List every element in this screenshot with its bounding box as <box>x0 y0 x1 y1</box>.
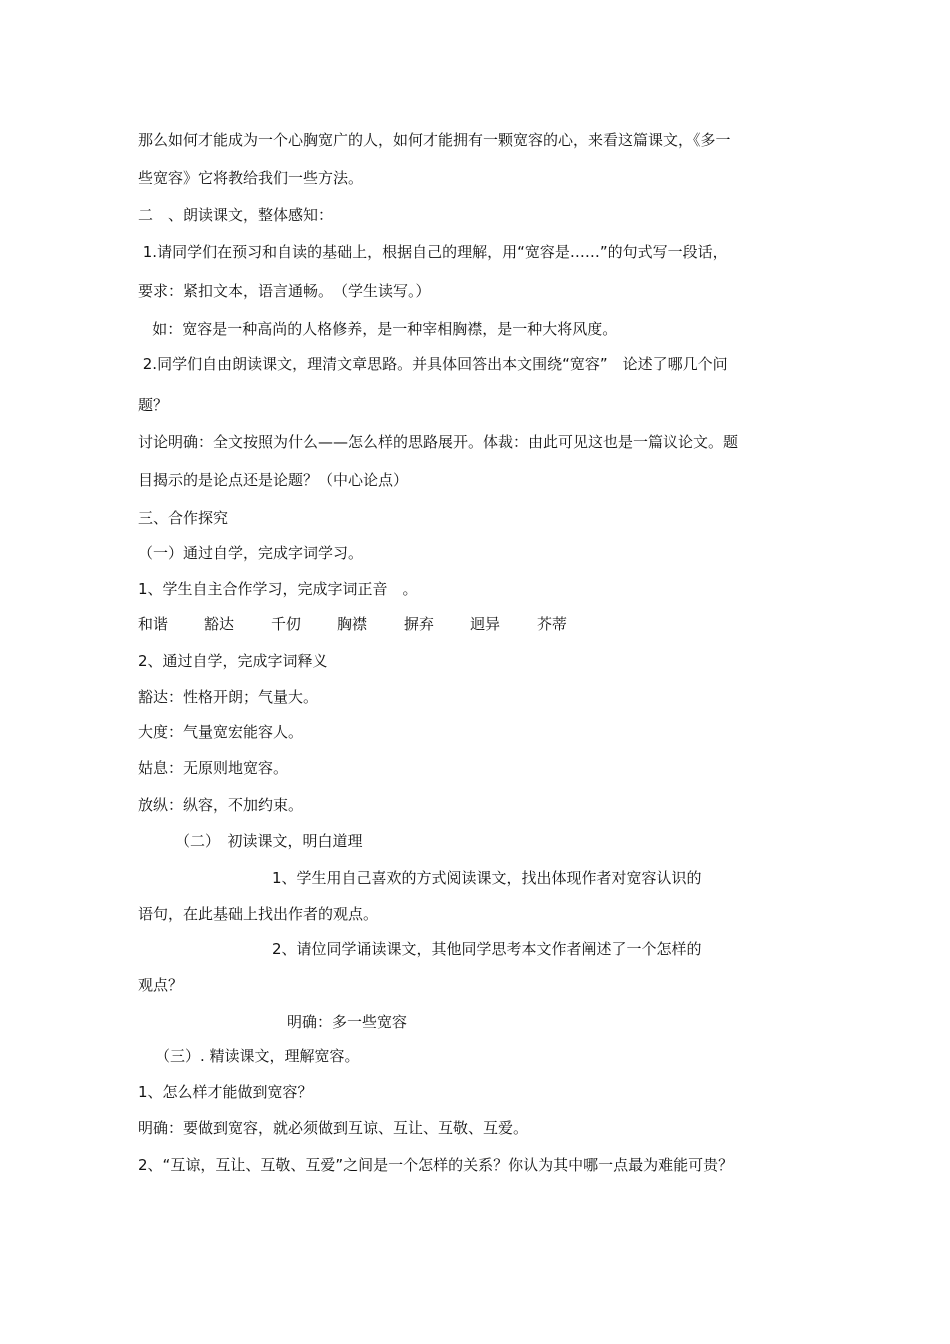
vocab-word: 摒弃 <box>404 615 435 633</box>
text-line: 1、学生自主合作学习，完成字词正音 。 <box>138 580 418 598</box>
definition-line: 放纵：纵容，不加约束。 <box>138 796 304 814</box>
section-heading: 三、合作探究 <box>138 509 229 527</box>
definition-line: 姑息：无原则地宽容。 <box>138 759 289 777</box>
text-line: 2、请位同学诵读课文，其他同学思考本文作者阐述了一个怎样的 <box>272 940 702 958</box>
text-line: 目揭示的是论点还是论题？（中心论点） <box>138 471 409 489</box>
text-line: 题？ <box>138 396 169 414</box>
text-line: 2.同学们自由朗读课文，理清文章思路。并具体回答出本文围绕“宽容” 论述了哪几个问 <box>138 355 728 373</box>
text-line: 1、怎么样才能做到宽容？ <box>138 1083 313 1101</box>
text-line: 如：宽容是一种高尚的人格修养，是一种宰相胸襟，是一种大将风度。 <box>138 320 618 338</box>
text-line: 些宽容》它将教给我们一些方法。 <box>138 169 364 187</box>
text-line: 明确：多一些宽容 <box>287 1013 408 1031</box>
text-line: 1、学生用自己喜欢的方式阅读课文，找出体现作者对宽容认识的 <box>272 869 702 887</box>
text-line: 2、通过自学，完成字词释义 <box>138 652 328 670</box>
vocab-word: 和谐 <box>138 615 169 633</box>
text-line: 那么如何才能成为一个心胸宽广的人，如何才能拥有一颗宽容的心，来看这篇课文，《多一 <box>138 131 731 149</box>
vocab-word: 千仞 <box>271 615 302 633</box>
subsection-heading: （三）. 精读课文，理解宽容。 <box>155 1047 360 1065</box>
section-heading: 二 、朗读课文，整体感知： <box>138 206 334 224</box>
vocab-word: 胸襟 <box>337 615 368 633</box>
text-line: 观点？ <box>138 976 184 994</box>
text-line: 1.请同学们在预习和自读的基础上，根据自己的理解，用“宽容是……”的句式写一段话， <box>138 243 728 261</box>
definition-line: 豁达：性格开朗；气量大。 <box>138 688 319 706</box>
vocab-word: 芥蒂 <box>537 615 568 633</box>
text-line: 语句，在此基础上找出作者的观点。 <box>138 905 379 923</box>
text-line: 要求：紧扣文本，语言通畅。 （学生读写。） <box>138 282 431 300</box>
subsection-heading: （二） 初读课文，明白道理 <box>175 832 363 850</box>
vocab-word: 豁达 <box>204 615 235 633</box>
subsection-heading: （一）通过自学，完成字词学习。 <box>138 544 364 562</box>
text-line: 2、“互谅，互让、互敬、互爱”之间是一个怎样的关系？你认为其中哪一点最为难能可贵？ <box>138 1156 734 1174</box>
vocab-word: 迥异 <box>470 615 501 633</box>
text-line: 讨论明确：全文按照为什么——怎么样的思路展开。体裁：由此可见这也是一篇议论文。题 <box>138 433 739 451</box>
definition-line: 大度：气量宽宏能容人。 <box>138 723 304 741</box>
text-line: 明确：要做到宽容，就必须做到互谅、互让、互敬、互爱。 <box>138 1119 529 1137</box>
